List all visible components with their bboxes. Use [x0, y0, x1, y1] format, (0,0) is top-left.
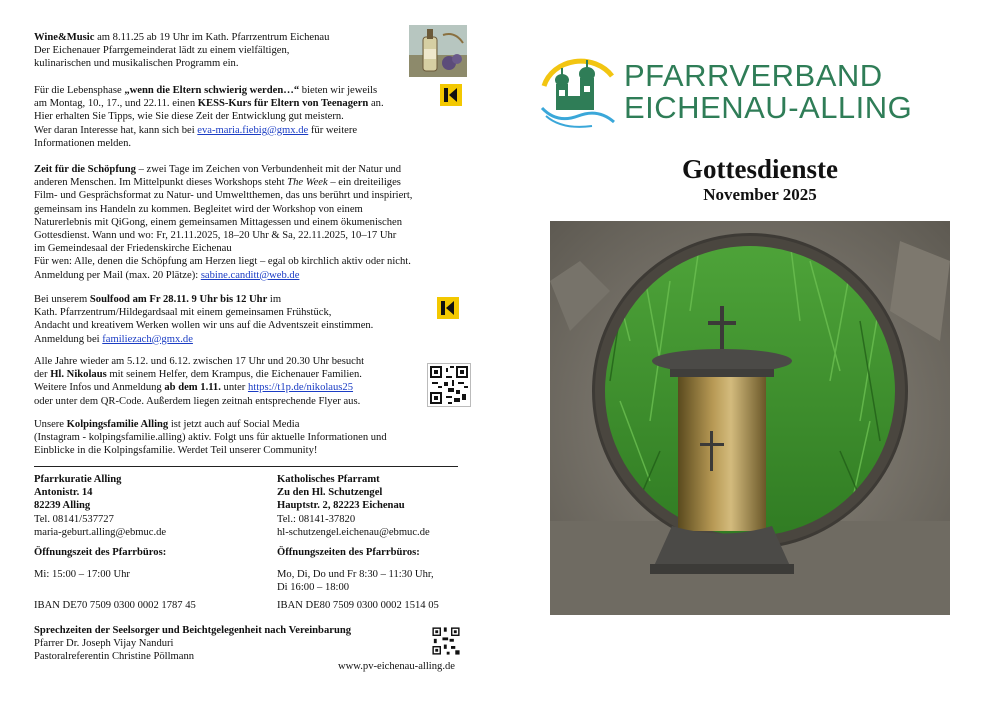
nikolaus-line-3: Weitere Infos und Anmeldung ab dem 1.11. unter https://t1p.de/nikolaus25 — [34, 382, 354, 394]
alling-name: Pfarrkuratie Alling — [34, 474, 122, 485]
alling-hours-title: Öffnungszeit des Pfarrbüros: — [34, 547, 167, 558]
grave-lantern-photo — [550, 221, 950, 615]
footer-referent: Pastoralreferentin Christine Pöllmann — [34, 651, 195, 663]
eichenau-street: Zu den Hl. Schutzengel — [277, 487, 383, 499]
schoepfung-email-link[interactable]: sabine.canditt@web.de — [200, 269, 300, 281]
website-qr-code[interactable] — [431, 626, 461, 656]
soulfood-line-1: Bei unserem Soulfood am Fr 28.11. 9 Uhr bis 12 Uhr im — [34, 294, 282, 305]
kess-section — [34, 84, 434, 150]
kolping-line-1: Unsere Kolpingsfamilie Alling ist jetzt auch auf Social Media — [34, 419, 300, 430]
kess-line-4: Wer daran Interesse hat, kann sich bei eva-maria.fiebig@gmx.de für weitere — [34, 124, 358, 136]
page-subtitle: November 2025 — [703, 185, 817, 204]
alling-city: 82239 Alling — [34, 500, 91, 512]
kolping-line-2: (Instagram - kolpingsfamilie.alling) aktiv. Folgt uns für aktuelle Informationen und — [34, 432, 387, 444]
footer-section — [34, 624, 434, 664]
nikolaus-line-1: Alle Jahre wieder am 5.12. und 6.12. zwischen 17 Uhr und 20.30 Uhr besucht — [34, 356, 365, 367]
kess-email-link[interactable]: eva-maria.fiebig@gmx.de — [197, 124, 309, 136]
contact-eichenau — [277, 473, 477, 539]
wine-line-3: kulinarischen und musikalischen Programm ein. — [34, 58, 239, 70]
schoepfung-line-4: gemeinsam ins Handeln zu kommen. Begleitet wird der Workshop von einem — [34, 203, 363, 215]
church-logo-icon — [532, 46, 622, 136]
kess-line-2: am Montag, 10., 17., und 22.11. einen KESS-Kurs für Eltern von Teenagern an. — [34, 98, 384, 110]
footer-title: Sprechzeiten der Seelsorger und Beichtgelegenheit nach Vereinbarung — [34, 625, 352, 636]
qr-code-icon — [431, 626, 461, 656]
schoepfung-line-3: Film- und Gesprächsformat zu Natur- und Umweltthemen, das uns berührt und inspiriert, — [34, 190, 413, 202]
soulfood-logo-icon — [437, 297, 459, 319]
schoepfung-line-7: im Gemeindesaal der Friedenskirche Eichenau — [34, 243, 232, 255]
alling-tel: Tel. 08141/537727 — [34, 513, 114, 525]
eichenau-hours-title: Öffnungszeiten des Pfarrbüros: — [277, 547, 420, 558]
logo-line-2: EICHENAU-ALLING — [624, 90, 913, 125]
schoepfung-section — [34, 163, 474, 282]
qr-code-icon — [428, 364, 470, 406]
alling-street: Antonistr. 14 — [34, 487, 93, 499]
soulfood-section — [34, 293, 434, 346]
wine-image — [409, 25, 467, 77]
schoepfung-line-6: Gottesdienst. Wann und wo: Fr, 21.11.2025, 18–20 Uhr & Sa, 22.11.2025, 10–17 Uhr — [34, 230, 397, 242]
soulfood-line-3: Andacht und kreativem Werken wollen wir uns auf die Adventszeit einstimmen. — [34, 320, 374, 332]
kolping-section — [34, 418, 454, 458]
kolping-line-3: Einblicke in die Kolpingsfamilie. Werdet Teil unserer Community! — [34, 445, 318, 457]
soulfood-line-4: Anmeldung bei familiezach@gmx.de — [34, 333, 193, 345]
wine-line-2: Der Eichenauer Pfarrgemeinderat lädt zu einem vielfältigen, — [34, 45, 290, 57]
contact-alling — [34, 473, 264, 539]
footer-priest: Pfarrer Dr. Joseph Vijay Nanduri — [34, 638, 174, 650]
wine-music-section — [34, 31, 404, 71]
eichenau-email: hl-schutzengel.eichenau@ebmuc.de — [277, 526, 430, 538]
schoepfung-line-5: Naturerlebnis mit QiGong, einem gemeinsamen Mittagessen und einem ökumenischen — [34, 216, 403, 228]
nikolaus-section — [34, 355, 434, 408]
eichenau-city: Hauptstr. 2, 82223 Eichenau — [277, 500, 405, 512]
kess-line-1: Für die Lebensphase „wenn die Eltern schwierig werden…“ bieten wir jeweils — [34, 85, 378, 96]
alling-email: maria-geburt.alling@ebmuc.de — [34, 526, 167, 538]
grave-lantern-image — [550, 221, 950, 615]
logo — [532, 46, 972, 136]
logo-line-1: PFARRVERBAND — [624, 58, 883, 93]
schoepfung-line-8: Für wen: Alle, denen die Schöpfung am Herzen liegt – egal ob kirchlich aktiv oder nicht. — [34, 256, 411, 268]
alling-hours: Mi: 15:00 – 17:00 Uhr — [34, 569, 130, 580]
soulfood-email-link[interactable]: familiezach@gmx.de — [102, 333, 193, 345]
nikolaus-link[interactable]: https://t1p.de/nikolaus25 — [247, 382, 354, 394]
eichenau-hours: Mo, Di, Do und Fr 8:30 – 11:30 Uhr, Di 16:00 – 18:00 — [277, 569, 434, 594]
kess-line-3: Hier erhalten Sie Tipps, wie Sie diese Zeit der Entwicklung gut meistern. — [34, 111, 344, 123]
nikolaus-line-2: der Hl. Nikolaus mit seinem Helfer, dem Krampus, die Eichenauer Familien. — [34, 369, 362, 381]
website-text: www.pv-eichenau-alling.de — [338, 661, 455, 672]
nikolaus-qr-code[interactable] — [427, 363, 471, 407]
kess-logo-icon — [440, 84, 462, 106]
alling-iban: IBAN DE70 7509 0300 0002 1787 45 — [34, 600, 196, 611]
nikolaus-line-4: oder unter dem QR-Code. Außerdem liegen zeitnah entsprechende Flyer aus. — [34, 395, 361, 407]
soulfood-line-2: Kath. Pfarrzentrum/Hildegardsaal mit einem gemeinsamen Frühstück, — [34, 307, 332, 319]
wine-line-1: Wine&Music am 8.11.25 ab 19 Uhr im Kath. Pfarrzentrum Eichenau — [34, 32, 330, 43]
schoepfung-line-2: anderen Menschen. Im Mittelpunkt dieses Workshops steht The Week – ein dreiteiliges — [34, 177, 401, 189]
schoepfung-line-9: Anmeldung per Mail (max. 20 Plätze): sabine.canditt@web.de — [34, 269, 300, 281]
divider-line — [34, 466, 458, 467]
kess-line-5: Informationen melden. — [34, 137, 132, 149]
schoepfung-line-1: Zeit für die Schöpfung – zwei Tage im Zeichen von Verbundenheit mit der Natur und — [34, 164, 402, 175]
eichenau-tel: Tel.: 08141-37820 — [277, 513, 356, 525]
eichenau-iban: IBAN DE80 7509 0300 0002 1514 05 — [277, 600, 439, 611]
page-title: Gottesdienste — [682, 154, 838, 184]
eichenau-name: Katholisches Pfarramt — [277, 474, 380, 485]
wine-bottle-icon — [409, 25, 467, 77]
